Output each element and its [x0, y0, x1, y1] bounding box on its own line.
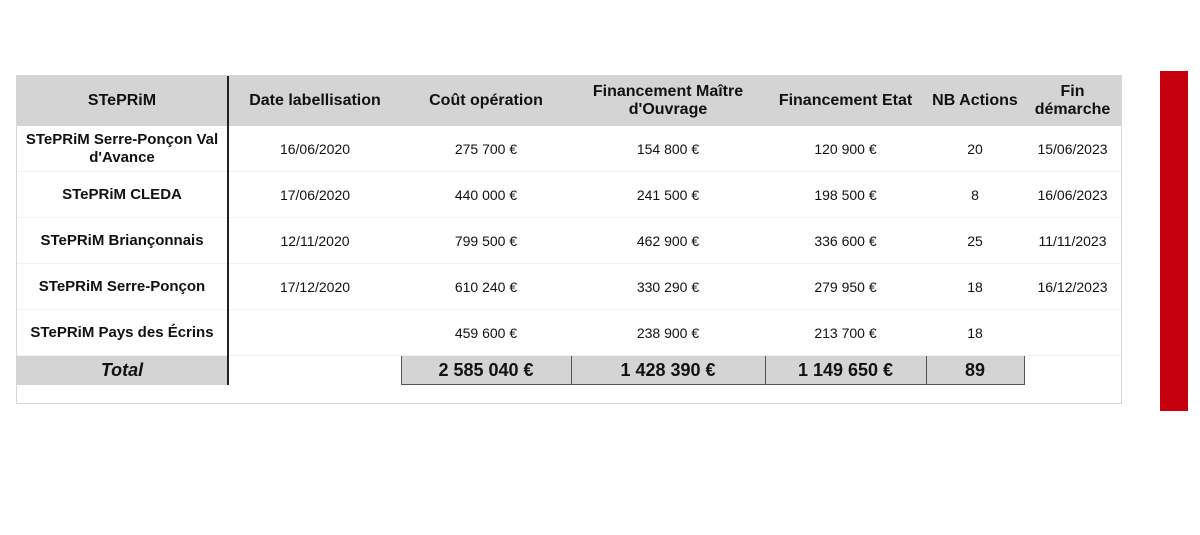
row-date [228, 310, 401, 356]
row-financement-mo: 238 900 € [571, 310, 765, 356]
row-nb-actions: 20 [926, 126, 1024, 172]
total-empty-date [228, 356, 401, 385]
steprim-table [17, 76, 1121, 385]
header-financement-maitre-ouvrage: Financement Maître d'Ouvrage [571, 76, 765, 126]
row-cout: 459 600 € [401, 310, 571, 356]
total-label: Total [17, 356, 228, 385]
row-date: 17/12/2020 [228, 264, 401, 310]
accent-bar [1160, 71, 1188, 411]
row-name: STePRiM CLEDA [17, 172, 228, 218]
table-row [17, 264, 1121, 310]
total-row [17, 356, 1121, 385]
row-financement-etat: 213 700 € [765, 310, 926, 356]
row-nb-actions: 25 [926, 218, 1024, 264]
table-row [17, 172, 1121, 218]
header-row [17, 76, 1121, 126]
row-fin: 16/06/2023 [1024, 172, 1121, 218]
row-financement-etat: 198 500 € [765, 172, 926, 218]
table-row [17, 218, 1121, 264]
total-nb-actions: 89 [926, 356, 1024, 385]
row-financement-mo: 462 900 € [571, 218, 765, 264]
row-fin: 11/11/2023 [1024, 218, 1121, 264]
table-row [17, 126, 1121, 172]
row-name: STePRiM Pays des Écrins [17, 310, 228, 356]
row-financement-etat: 279 950 € [765, 264, 926, 310]
row-nb-actions: 8 [926, 172, 1024, 218]
row-cout: 440 000 € [401, 172, 571, 218]
header-nb-actions: NB Actions [926, 76, 1024, 126]
table-row [17, 310, 1121, 356]
row-name: STePRiM Serre-Ponçon Val d'Avance [17, 126, 228, 172]
header-date-labellisation: Date labellisation [228, 76, 401, 126]
row-date: 17/06/2020 [228, 172, 401, 218]
total-empty-fin [1024, 356, 1121, 385]
total-cout: 2 585 040 € [401, 356, 571, 385]
row-fin [1024, 310, 1121, 356]
row-nb-actions: 18 [926, 264, 1024, 310]
row-date: 16/06/2020 [228, 126, 401, 172]
row-date: 12/11/2020 [228, 218, 401, 264]
total-financement-mo: 1 428 390 € [571, 356, 765, 385]
row-financement-mo: 330 290 € [571, 264, 765, 310]
row-cout: 610 240 € [401, 264, 571, 310]
row-fin: 16/12/2023 [1024, 264, 1121, 310]
row-name: STePRiM Briançonnais [17, 218, 228, 264]
row-nb-actions: 18 [926, 310, 1024, 356]
row-cout: 799 500 € [401, 218, 571, 264]
header-steprim: STePRiM [17, 76, 228, 126]
row-cout: 275 700 € [401, 126, 571, 172]
header-fin-demarche: Fin démarche [1024, 76, 1121, 126]
row-financement-mo: 241 500 € [571, 172, 765, 218]
header-cout-operation: Coût opération [401, 76, 571, 126]
row-financement-etat: 336 600 € [765, 218, 926, 264]
total-financement-etat: 1 149 650 € [765, 356, 926, 385]
row-fin: 15/06/2023 [1024, 126, 1121, 172]
row-financement-mo: 154 800 € [571, 126, 765, 172]
row-financement-etat: 120 900 € [765, 126, 926, 172]
header-financement-etat: Financement Etat [765, 76, 926, 126]
row-name: STePRiM Serre-Ponçon [17, 264, 228, 310]
